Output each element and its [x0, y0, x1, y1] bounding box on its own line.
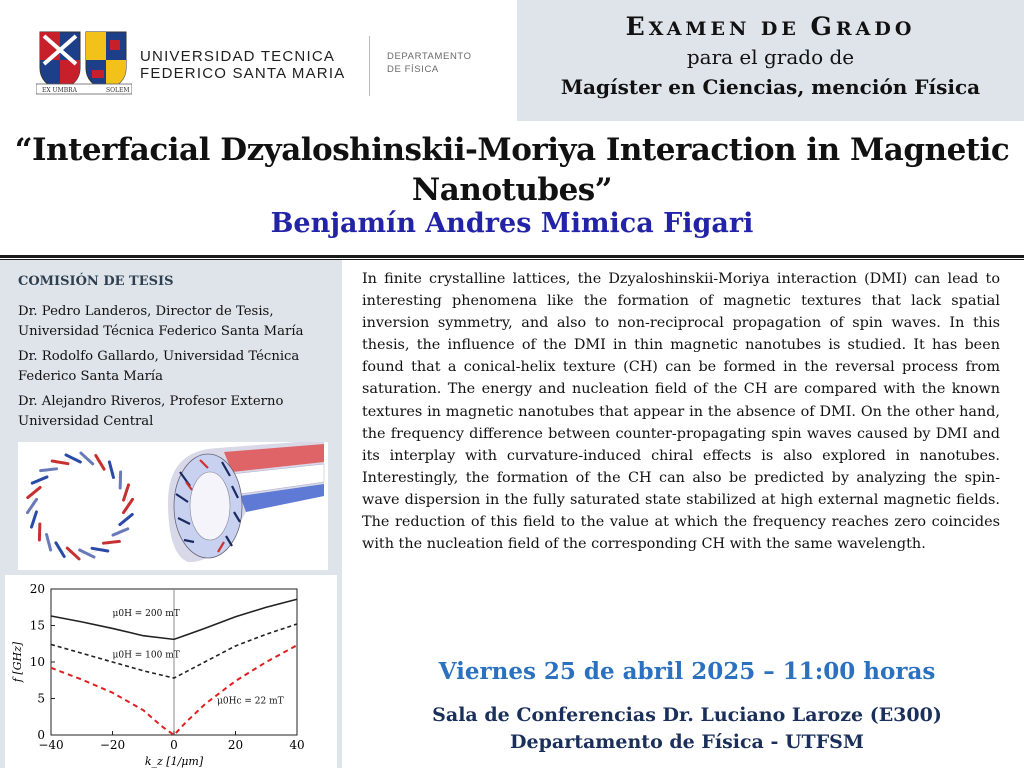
spin-arrow	[28, 487, 40, 497]
spin-arrow	[32, 477, 47, 483]
university-name-line2: FEDERICO SANTA MARIA	[140, 65, 346, 82]
spin-arrow	[67, 548, 79, 559]
y-tick-label: 5	[37, 691, 45, 706]
y-axis-label: f [GHz]	[11, 641, 24, 683]
event-department: Departamento de Física - UTFSM	[510, 731, 864, 753]
spin-arrow	[41, 469, 57, 471]
spin-arrow	[96, 455, 104, 469]
y-tick-label: 20	[29, 582, 45, 596]
event-room: Sala de Conferencias Dr. Luciano Laroze (E300)	[432, 704, 942, 726]
y-tick-label: 15	[29, 618, 45, 633]
department-name-line1: DEPARTAMENTO	[387, 51, 472, 62]
series-label: μ0H = 100 mT	[112, 650, 180, 661]
spin-arrow	[47, 535, 51, 550]
x-tick-label: 40	[289, 738, 305, 752]
nanotube-image	[168, 442, 324, 562]
x-tick-label: 20	[227, 738, 244, 752]
motto-right: SOLEM	[106, 87, 130, 94]
spin-ring-image	[27, 453, 132, 559]
department-name	[387, 50, 497, 76]
spin-arrow	[56, 543, 64, 557]
x-tick-label: 0	[170, 738, 178, 752]
exam-title: EXAMEN DE GRADO	[625, 12, 916, 41]
spin-arrow	[113, 529, 128, 535]
spin-arrow	[109, 462, 113, 477]
logo-divider	[369, 36, 370, 96]
university-logo	[36, 30, 496, 102]
x-tick-label: −20	[99, 738, 126, 752]
spin-arrow	[81, 453, 93, 464]
y-tick-label: 0	[37, 728, 45, 742]
department-name-line2: DE FÍSICA	[387, 64, 439, 75]
spin-arrow	[120, 514, 132, 524]
candidate-name: Benjamín Andres Mimica Figari	[270, 208, 754, 239]
exam-subtitle: para el grado de	[686, 45, 855, 69]
degree-name: Magíster en Ciencias, mención Física	[560, 75, 981, 99]
spin-arrow	[92, 548, 108, 551]
event-date-time: Viernes 25 de abril 2025 – 11:00 horas	[438, 658, 936, 685]
spin-arrow	[80, 550, 94, 557]
abstract-text: In finite crystalline lattices, the Dzyaloshinskii-Moriya interaction (DMI) can lead to interesting phenomena like the formation of magnetic textures that lack spatial inversion symmetry, and also to non-reciprocal propagation of spin waves. In this thesis, the influence of the DMI in thin magnetic nanotubes is studied. It has been found that a conical-helix texture (CH) can be formed in the reversal process from saturation. The energy and nucleation field of the CH are compared with the known textures in magnetic nanotubes that appear in the absence of DMI. On the other hand, the frequency difference between counter-propagating spin waves caused by DMI and its interplay with curvature-induced chiral effects is also explored in nanotubes. Interestingly, the formation of the CH can also be predicted by analyzing the spin-wave dispersion in the fully saturated state stabilized at high external magnetic fields. The reduction of this field to the value at which the frequency reaches zero coincides with the nucleation field of the corresponding CH with the same wavelength.	[362, 271, 1000, 553]
event-venue	[362, 702, 1012, 756]
committee-heading: COMISIÓN DE TESIS	[18, 274, 174, 289]
university-name	[140, 48, 380, 82]
committee-member: Dr. Pedro Landeros, Director de Tesis, Universidad Técnica Federico Santa María	[18, 304, 304, 339]
series-label: μ0H = 200 mT	[112, 609, 180, 620]
committee-member: Dr. Rodolfo Gallardo, Universidad Técnica Federico Santa María	[18, 349, 300, 384]
x-axis-label: k_z [1/μm]	[144, 755, 204, 768]
spin-texture-figure	[18, 442, 328, 570]
spin-arrow	[66, 455, 80, 462]
x-tick-label: −40	[38, 738, 64, 752]
motto-left: EX UMBRA	[42, 87, 78, 94]
spin-arrow	[52, 461, 68, 464]
series-label: μ0Hc = 22 mT	[217, 696, 284, 707]
y-tick-label: 10	[29, 655, 45, 669]
header-rule	[0, 255, 1024, 258]
university-shield-icon	[36, 30, 132, 96]
thesis-title: “Interfacial Dzyaloshinskii-Moriya Interaction in Magnetic Nanotubes”	[14, 132, 1010, 208]
university-name-line1: UNIVERSIDAD TECNICA	[140, 48, 336, 65]
spin-arrow	[103, 541, 119, 543]
exam-header-box	[517, 0, 1024, 121]
dispersion-chart	[5, 575, 337, 768]
committee-member: Dr. Alejandro Riveros, Profesor Externo Universidad Central	[18, 394, 284, 429]
